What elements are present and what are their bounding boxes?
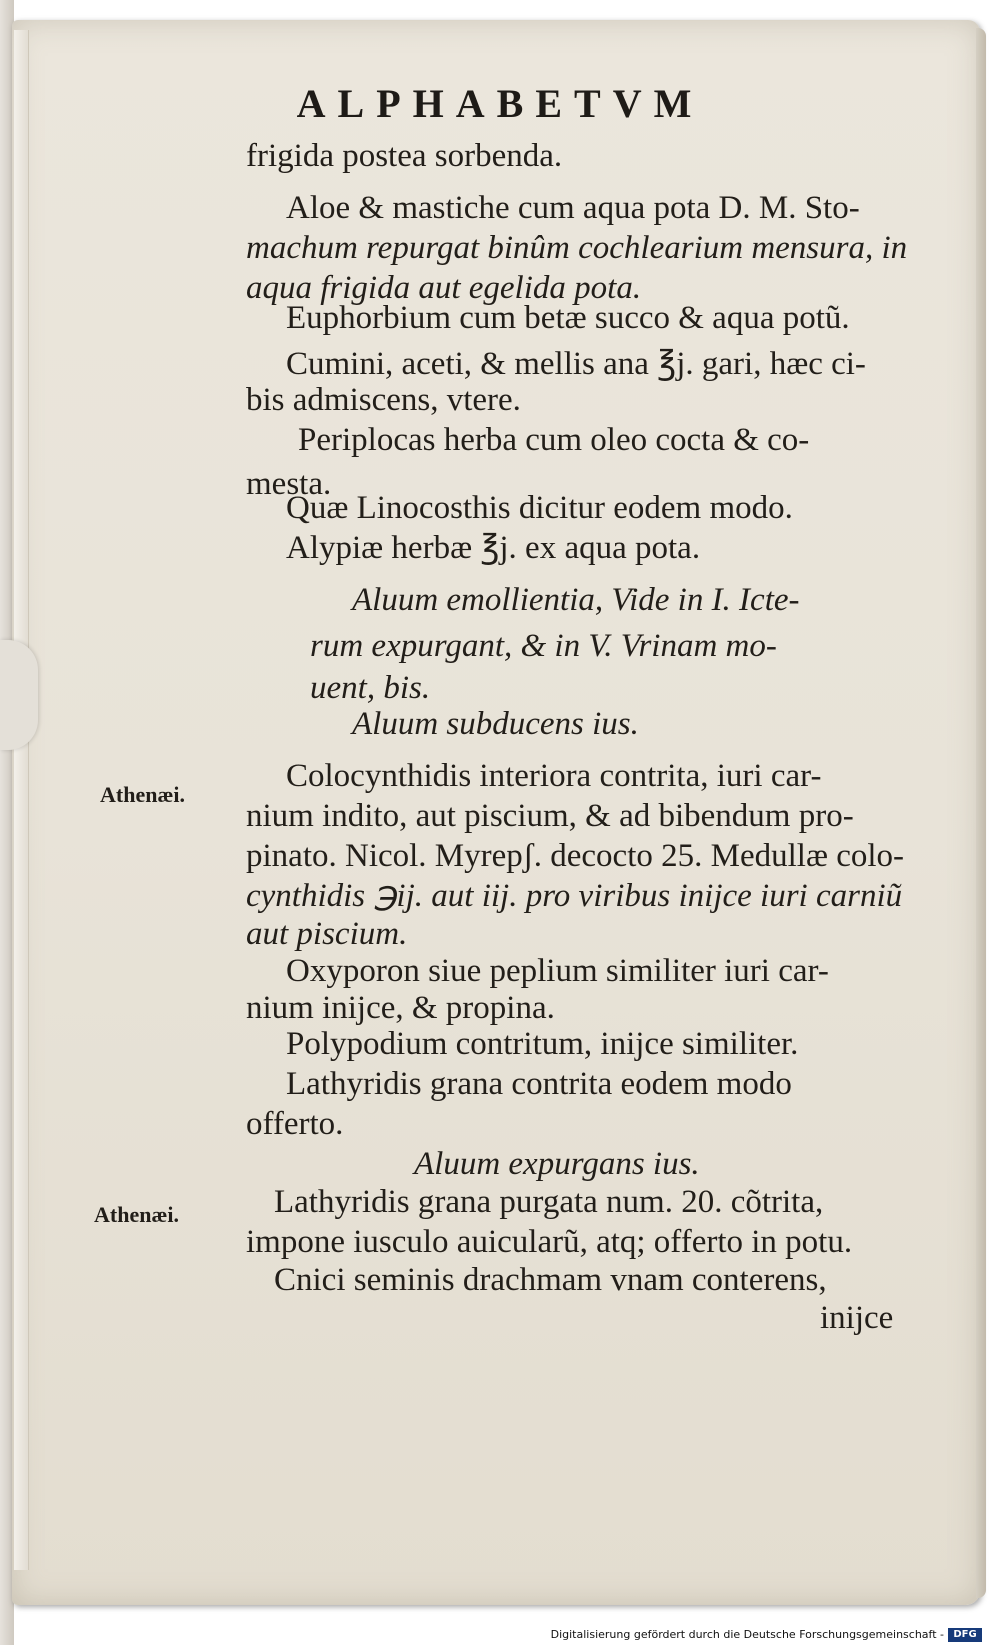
dfg-logo: DFG	[948, 1628, 982, 1642]
text-line: nium inijce, & propina.	[246, 990, 555, 1026]
text-line: Cnici seminis drachmam vnam conterens,	[274, 1262, 827, 1298]
text-line: Oxyporon siue peplium similiter iuri car-	[286, 953, 829, 989]
text-line: Euphorbium cum betæ succo & aqua potũ.	[286, 300, 850, 336]
binding-strip	[14, 30, 29, 1570]
text-line: Aluum expurgans ius.	[414, 1146, 700, 1182]
page-clip	[0, 640, 38, 750]
text-line: Cumini, aceti, & mellis ana ℥j. gari, hæc ci-	[286, 346, 866, 382]
text-line: rum expurgant, & in V. Vrinam mo-	[310, 628, 777, 664]
digitization-credit: Digitalisierung gefördert durch die Deutsche Forschungsgemeinschaft -	[550, 1628, 944, 1641]
text-line: impone iusculo auicularũ, atq; offerto in potu.	[246, 1224, 853, 1260]
text-line: Alypiæ herbæ ℥j. ex aqua pota.	[286, 530, 701, 566]
margin-note: Athenæi.	[100, 782, 185, 807]
text-line: uent, bis.	[310, 670, 431, 706]
text-line: mesta.	[246, 466, 332, 502]
text-line: bis admiscens, vtere.	[246, 382, 521, 418]
text-line: frigida postea sorbenda.	[246, 138, 563, 174]
text-line: Polypodium contritum, inijce similiter.	[286, 1026, 799, 1062]
running-header: ALPHABETVM	[296, 81, 704, 126]
text-line: Colocynthidis interiora contrita, iuri car-	[286, 758, 822, 794]
text-line: cynthidis ℈ij. aut iij. pro viribus inijce iuri carniũ	[246, 878, 903, 914]
margin-note: Athenæi.	[94, 1202, 179, 1227]
text-line: Lathyridis grana contrita eodem modo	[286, 1066, 792, 1102]
text-line: aut piscium.	[246, 916, 408, 952]
text-line: pinato. Nicol. Myrepʃ. decocto 25. Medullæ colo-	[246, 838, 905, 874]
text-line: Periplocas herba cum oleo cocta & co-	[298, 422, 810, 458]
text-line: Aluum subducens ius.	[352, 706, 639, 742]
text-line: Lathyridis grana purgata num. 20. cõtrita,	[274, 1184, 824, 1220]
text-line: nium indito, aut piscium, & ad bibendum pro-	[246, 798, 854, 834]
text-line: Aloe & mastiche cum aqua pota D. M. Sto-	[286, 190, 860, 226]
catchword: inijce	[820, 1300, 894, 1336]
text-line: Aluum emollientia, Vide in I. Icte-	[352, 582, 800, 618]
text-line: aqua frigida aut egelida pota.	[246, 270, 642, 306]
text-line: machum repurgat binûm cochlearium mensura, in	[246, 230, 908, 266]
text-line: offerto.	[246, 1106, 344, 1142]
text-line: Quæ Linocosthis dicitur eodem modo.	[286, 490, 793, 526]
